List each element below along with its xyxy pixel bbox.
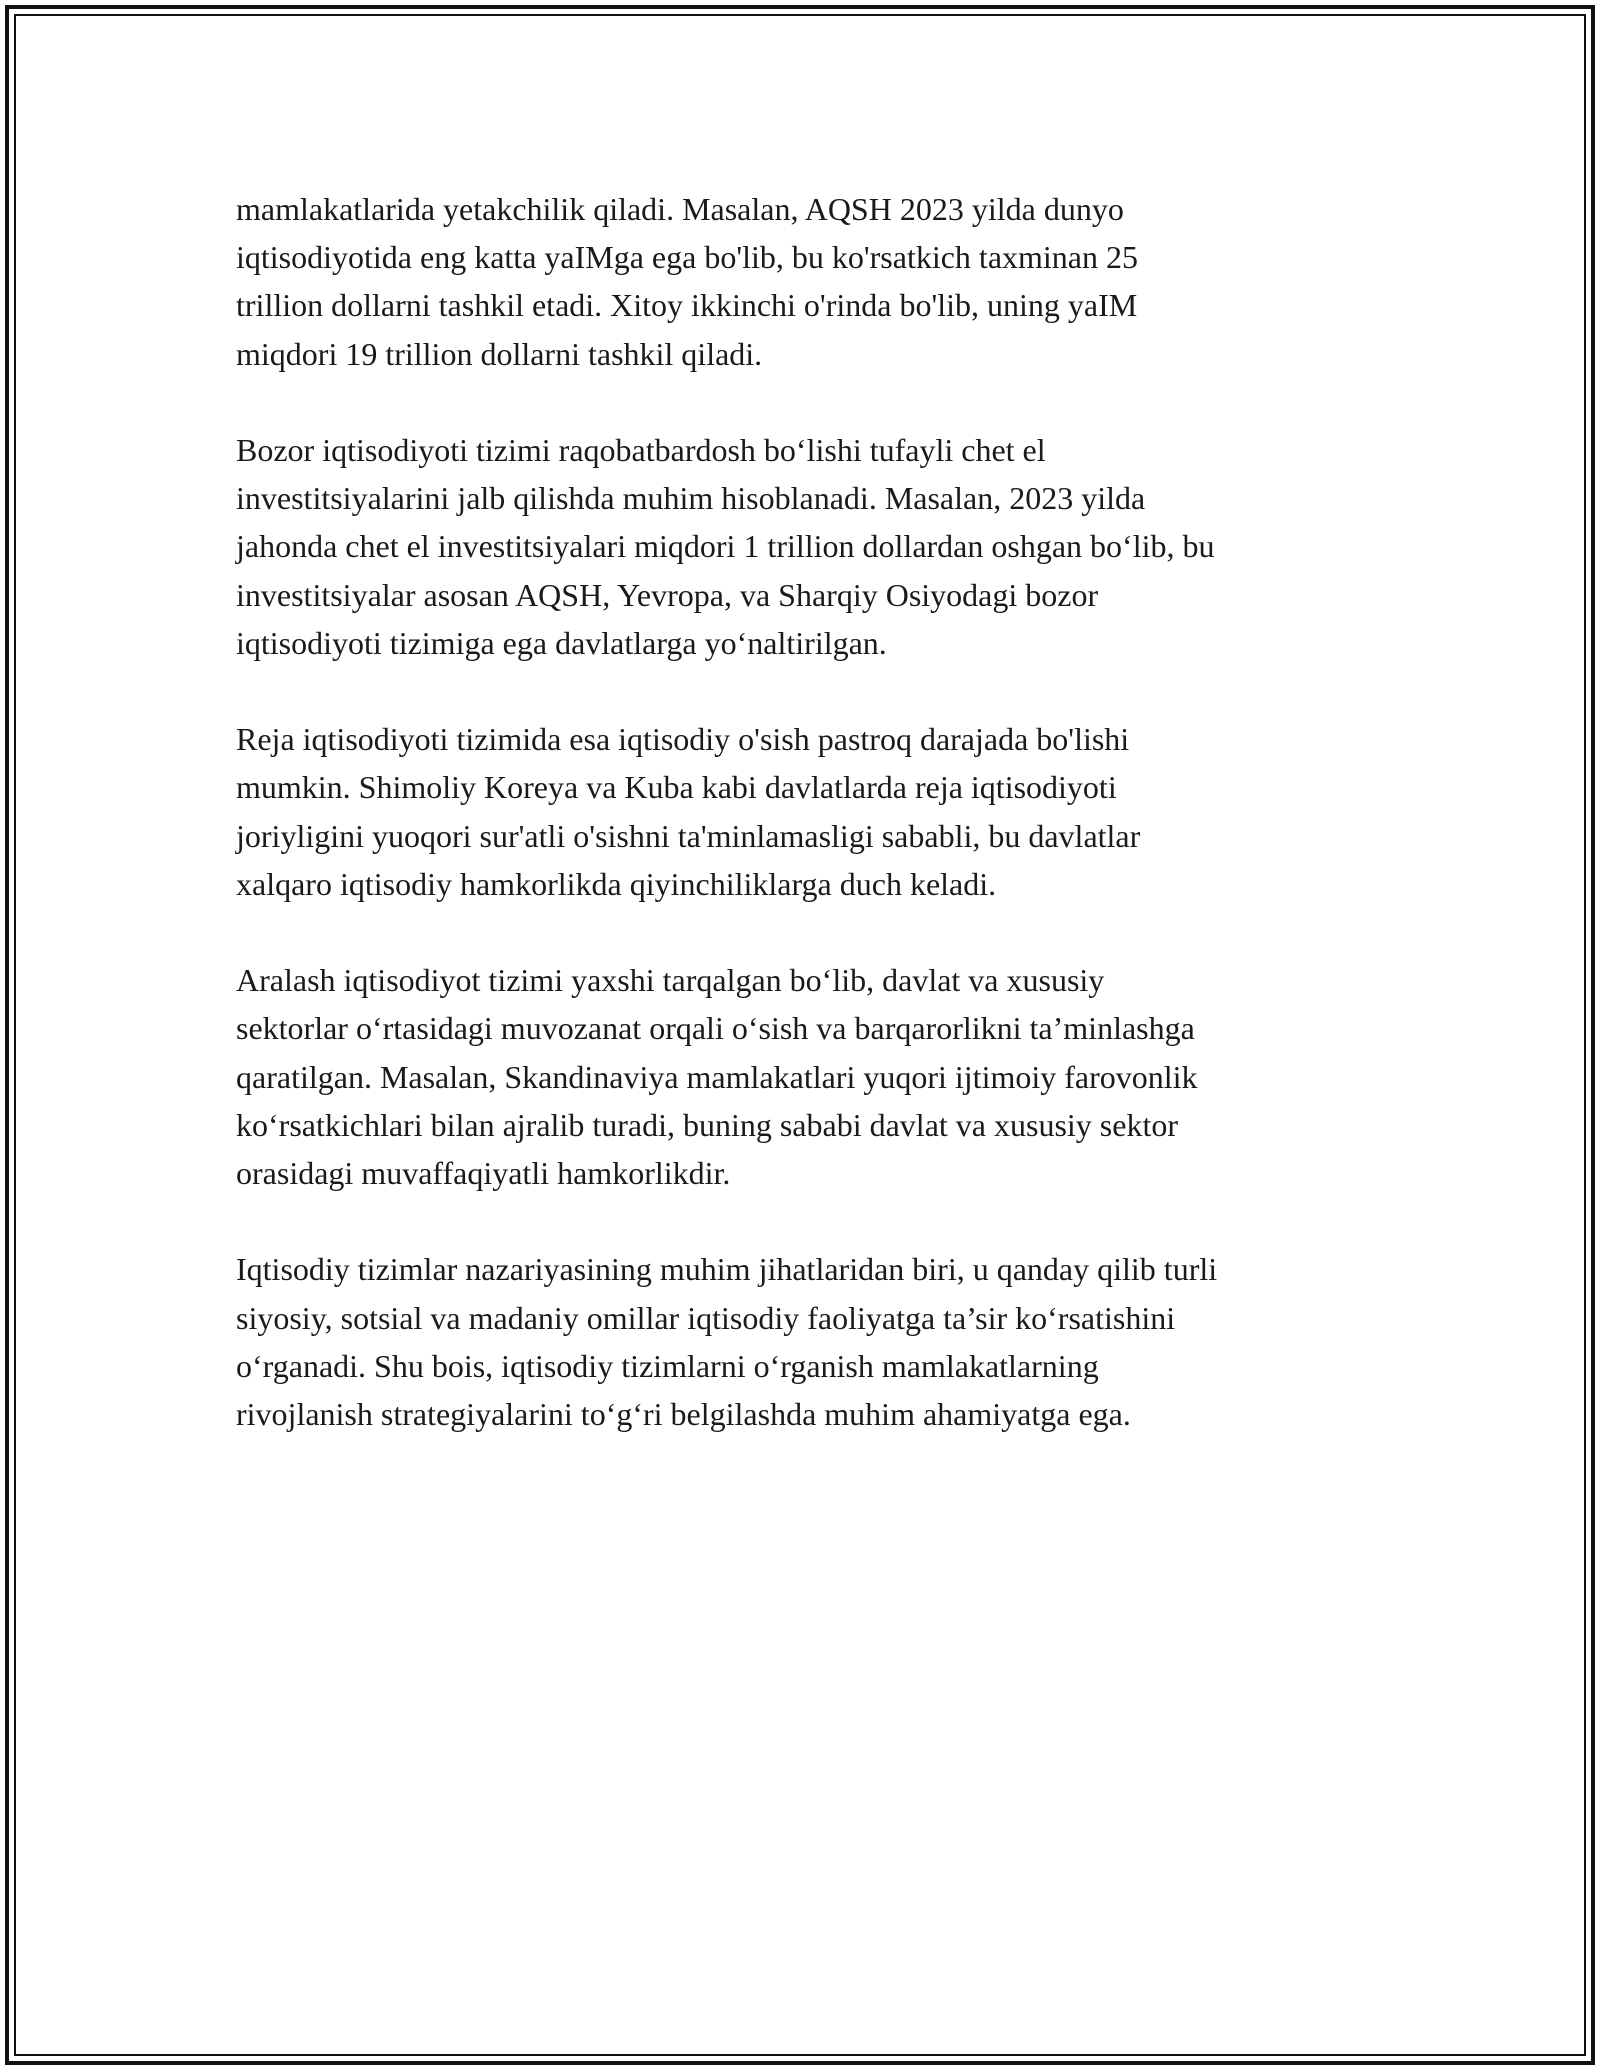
paragraph-mixed-economy: Aralash iqtisodiyot tizimi yaxshi tarqalgan bo‘lib, davlat va xususiy sektorlar o‘rtasidagi muvozanat orqali o‘sish va barqarorlikni ta’minlashga qaratilgan. Masalan, Skandinaviya mamlakatlari yuqori ijtimoiy farovonlik ko‘rsatkichlari bilan ajralib turadi, buning sababi davlat va xususiy sektor orasidagi muvaffaqiyatli hamkorlikdir. xyxy=(236,962,1198,1192)
paragraph-gdp-leaders: mamlakatlarida yetakchilik qiladi. Masalan, AQSH 2023 yilda dunyo iqtisodiyotida eng katta yaIMga ega bo'lib, bu ko'rsatkich taxminan 25 trillion dollarni tashkil etadi. Xitoy ikkinchi o'rinda bo'lib, uning yaIM miqdori 19 trillion dollarni tashkil qiladi. xyxy=(236,191,1138,372)
paragraph-market-economy: Bozor iqtisodiyoti tizimi raqobatbardosh bo‘lishi tufayli chet el investitsiyalarini jalb qilishda muhim hisoblanadi. Masalan, 2023 yilda jahonda chet el investitsiyalari miqdori 1 trillion dollardan oshgan bo‘lib, bu investitsiyalar asosan AQSH, Yevropa, va Sharqiy Osiyodagi bozor iqtisodiyoti tizimiga ega davlatlarga yo‘naltirilgan. xyxy=(236,432,1215,661)
document-body xyxy=(236,185,1376,1486)
paragraph-planned-economy: Reja iqtisodiyoti tizimida esa iqtisodiy o'sish pastroq darajada bo'lishi mumkin. Shimoliy Koreya va Kuba kabi davlatlarda reja iqtisodiyoti joriyligini yuoqori sur'atli o'sishni ta'minlamasligi sababli, bu davlatlar xalqaro iqtisodiy hamkorlikda qiyinchiliklarga duch keladi. xyxy=(236,721,1141,902)
paragraph-economic-systems-theory: Iqtisodiy tizimlar nazariyasining muhim jihatlaridan biri, u qanday qilib turli siyosiy, sotsial va madaniy omillar iqtisodiy faoliyatga ta’sir ko‘rsatishini o‘rganadi. Shu bois, iqtisodiy tizimlarni o‘rganish mamlakatlarning rivojlanish strategiyalarini to‘g‘ri belgilashda muhim ahamiyatga ega. xyxy=(236,1251,1218,1433)
